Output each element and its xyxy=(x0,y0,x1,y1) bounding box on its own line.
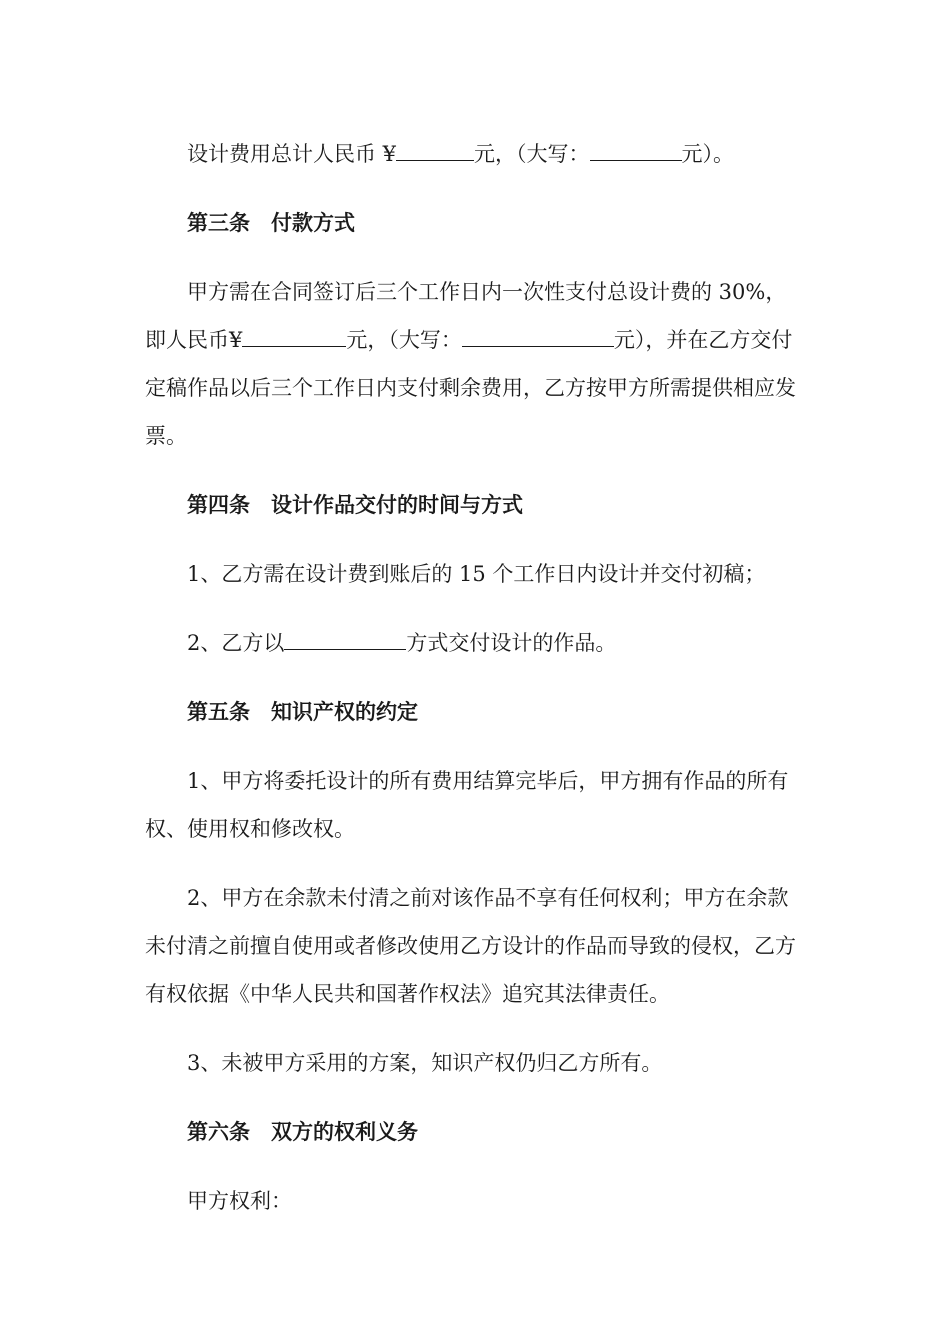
article-5-heading: 第五条 知识产权的约定 xyxy=(187,699,418,724)
article-6-heading: 第六条 双方的权利义务 xyxy=(187,1119,418,1144)
delivery-clause-1: 1、乙方需在设计费到账后的 15 个工作日内设计并交付初稿； xyxy=(187,562,766,586)
amount-blank[interactable] xyxy=(396,142,474,161)
deposit-in-words-blank[interactable] xyxy=(462,328,614,347)
document-body xyxy=(145,130,805,1246)
article-3-heading: 第三条 付款方式 xyxy=(187,210,355,235)
deposit-amount-blank[interactable] xyxy=(242,328,346,347)
article-4-heading: 第四条 设计作品交付的时间与方式 xyxy=(187,492,523,517)
payment-terms: 甲方需在合同签订后三个工作日内一次性支付总设计费的 30%，即人民币¥ 元，（大写： 元），并在乙方交付定稿作品以后三个工作日内支付剩余费用，乙方按甲方所需提供相应发票。 xyxy=(145,280,796,448)
party-a-rights-label: 甲方权利： xyxy=(187,1189,292,1213)
delivery-method-blank[interactable] xyxy=(284,631,406,650)
amount-in-words-blank[interactable] xyxy=(590,142,682,161)
ip-clause-3: 3、未被甲方采用的方案，知识产权仍归乙方所有。 xyxy=(187,1051,663,1075)
ip-clause-2: 2、甲方在余款未付清之前对该作品不享有任何权利；甲方在余款未付清之前擅自使用或者修改使用乙方设计的作品而导致的侵权，乙方有权依据《中华人民共和国著作权法》追究其法律责任。 xyxy=(145,886,796,1006)
delivery-clause-2: 2、乙方以 方式交付设计的作品。 xyxy=(187,631,617,655)
ip-clause-1: 1、甲方将委托设计的所有费用结算完毕后，甲方拥有作品的所有权、使用权和修改权。 xyxy=(145,769,789,841)
design-fee-total: 设计费用总计人民币 ¥ 元，（大写： 元）。 xyxy=(187,142,735,166)
